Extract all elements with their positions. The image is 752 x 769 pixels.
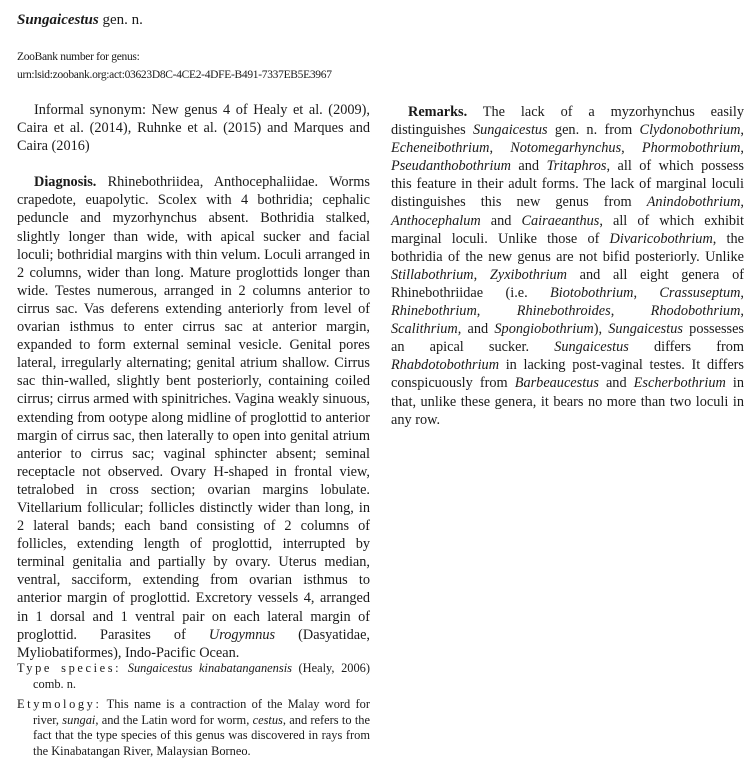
remarks-text: The lack of a myzorhynchus easily distinguishes [391, 104, 744, 139]
remarks-text: , the bothridia of the new genus are not bifid posteriorly. Unlike [391, 230, 744, 265]
diagnosis-text-end: (Dasyatidae, Myliobatiformes), Indo-Pacific Ocean. [17, 626, 371, 661]
taxon-name: Spongiobothrium [494, 321, 594, 338]
zoobank-lsid: urn:lsid:zoobank.org:act:03623D8C-4CE2-4DFE-B491-7337EB5E3967 [17, 69, 332, 81]
etymology-label: Etymology: [17, 697, 102, 711]
remarks-text: ), [593, 321, 609, 338]
right-column [391, 103, 744, 429]
genus-title [17, 11, 143, 29]
remarks-text: , [610, 303, 651, 320]
taxon-name: Phormobothrium [641, 140, 741, 157]
etymology-word-sungai: sungai [62, 712, 96, 727]
remarks-text: , [740, 122, 744, 139]
remarks-heading: Remarks. [408, 104, 468, 120]
remarks-text: , and [457, 321, 495, 338]
etymology-text: , and refers to the fact that the type species of this genus was discovered in rays from the Kinabatangan River, Malaysian Borneo. [33, 712, 370, 758]
taxon-name: Sungaicestus [472, 122, 548, 139]
zoobank-label: ZooBank number for genus: [17, 51, 140, 63]
type-species-authority: (Healy, 2006) comb. n. [33, 661, 370, 691]
taxon-name: Divaricobothrium [609, 230, 713, 247]
taxon-name: Anthocephalum [391, 212, 481, 229]
informal-synonym: Informal synonym: New genus 4 of Healy et al. (2009), Caira et al. (2014), Ruhnke et al. (2015) and Marques and Caira (2016) [17, 102, 370, 155]
remarks-text: , [740, 284, 744, 301]
taxon-name: Biotobothrium [550, 284, 634, 301]
taxon-name: Sungaicestus [554, 339, 629, 356]
diagnosis-heading: Diagnosis. [34, 174, 97, 191]
etymology-text: , and the Latin word for worm, [95, 712, 253, 727]
diagnosis-host: Urogymnus [208, 626, 276, 643]
genus-name: Sungaicestus [17, 12, 99, 28]
taxon-name: Notomegarhynchus [510, 140, 622, 157]
taxon-name: Clydonobothrium [639, 122, 741, 139]
remarks-text: , all of which possess this feature in their adult forms. The lack of marginal loculi distinguishes this new genus from [391, 158, 744, 211]
left-column [17, 101, 370, 662]
type-species-name: Sungaicestus kinabatanganensis [127, 661, 292, 675]
remarks-text: in lacking post-vaginal testes. It differs conspicuously from [391, 357, 744, 392]
taxon-name: Cairaeanthus [521, 212, 600, 229]
diagnosis-paragraph [17, 173, 370, 662]
remarks-text: and all eight genera of Rhinebothriidae (i.e. [391, 266, 744, 301]
etymology-paragraph [17, 697, 370, 759]
remarks-text: , [740, 140, 744, 157]
taxon-name: Escherbothrium [633, 375, 726, 392]
remarks-text: differs from [628, 339, 744, 356]
type-species-paragraph [17, 661, 370, 692]
remarks-text: and [510, 158, 547, 175]
etymology-word-cestus: cestus [252, 712, 283, 727]
remarks-text: possesses an apical sucker. [391, 321, 744, 356]
etymology-text: This name is a contraction of the Malay word for river, [33, 697, 370, 727]
remarks-text: gen. n. from [547, 122, 640, 139]
taxon-name: Rhinebothrium [391, 303, 477, 320]
taxon-name: Stillabothrium [391, 266, 474, 283]
remarks-text: , [473, 266, 490, 283]
taxon-name: Rhinebothroides [516, 303, 611, 320]
taxon-name: Sungaicestus [608, 321, 683, 338]
diagnosis-text: Rhinebothriidea, Anthocephaliidae. Worms crapedote, euapolytic. Scolex with 4 bothridia; cephalic peduncle and myzorhynchus absent. Bothridia stalked, slightly longer than wide, with apical sucker and facial loculi; bothridial margins with thin velum. Loculi arranged in 2 columns, wider than long. Mature proglottids longer than wide. Testes numerous, arranged in 2 columns anterior to cirrus sac. Vas deferens extending anteriorly from level of ovarian isthmus to enter cirrus sac at anterior margin, expanded to form external seminal vesicle. Genital pores lateral, irregularly alternating; genital atrium shallow. Cirrus sac thin-walled, slightly bent posteriorly, containing coiled cirrus; cirrus armed with spinitriches. Vagina weakly sinuous, extending from ootype along midline of proglottid to anterior margin of cirrus sac, then laterally to open into genital atrium anterior to cirrus sac; vaginal sphincter absent; seminal receptacle not observed. Ovary H-shaped in frontal view, tetralobed in cross section; ovarian margins lobulate. Vitellarium follicular; follicles distinctly wider than long, in 2 lateral bands; each band consisting of 2 columns of follicles, extending length of proglottid, interrupted by terminal genitalia and partially by ovary. Uterus median, ventral, sacciform, extending from ovarian isthmus to anterior margin of proglottid. Excretory vessels 4, arranged in 1 dorsal and 1 ventral pair on each lateral margin of proglottid. Parasites of [17, 174, 370, 643]
taxon-name: Scalithrium [391, 321, 458, 338]
remarks-paragraph [391, 103, 744, 429]
zoobank-block [17, 48, 332, 84]
taxon-name: Anindobothrium [646, 194, 741, 211]
type-species-label: Type species: [17, 661, 122, 675]
remarks-text: and [598, 375, 634, 392]
taxon-name: Barbeaucestus [514, 375, 599, 392]
taxon-name: Rhodobothrium [650, 303, 741, 320]
taxon-name: Rhabdotobothrium [391, 357, 500, 374]
remarks-text: , [633, 284, 660, 301]
taxon-name: Crassuseptum [659, 284, 741, 301]
remarks-text: and [480, 212, 522, 229]
taxon-name: Zyxibothrium [489, 266, 567, 283]
remarks-text: , [740, 194, 744, 211]
remarks-text: , [740, 303, 744, 320]
genus-suffix: gen. n. [98, 12, 143, 28]
remarks-text: , [476, 303, 517, 320]
taxon-name: Echeneibothrium [391, 140, 490, 157]
remarks-text: , all of which exhibit marginal loculi. Unlike those of [391, 212, 745, 247]
taxon-name: Pseudanthobothrium [391, 158, 511, 175]
remarks-text: , [621, 140, 642, 157]
remarks-text: in that, unlike these genera, it bears no more than two loculi in any row. [391, 375, 744, 428]
taxon-name: Tritaphros [546, 158, 607, 175]
remarks-text: , [489, 140, 511, 157]
